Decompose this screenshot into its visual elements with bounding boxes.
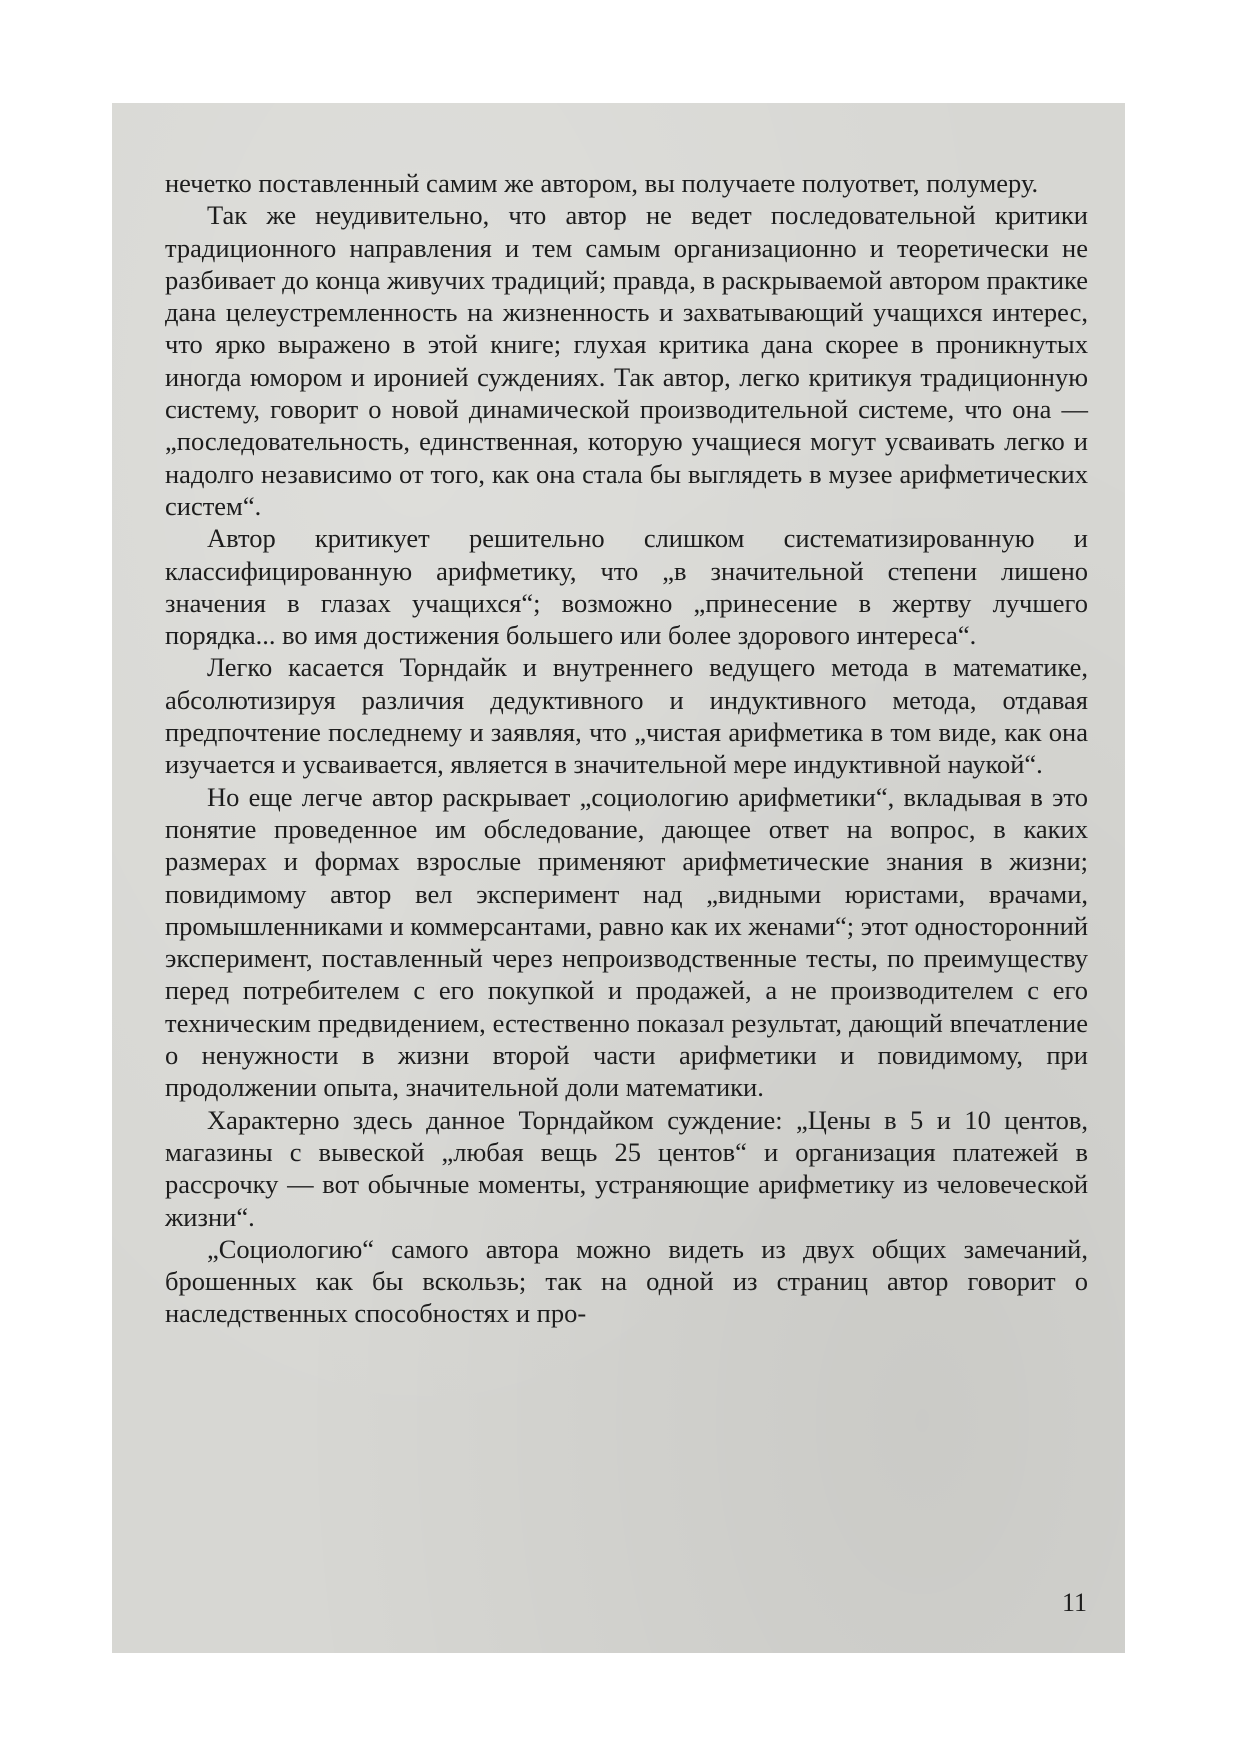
paragraph-1: нечетко поставленный самим же автором, вы получаете полуответ, полумеру. — [165, 168, 1039, 198]
paragraph-2: Так же неудивительно, что автор не ведет последовательной критики традиционного направления и тем самым организационно и теоретически не разбивает до конца живучих традиций; правда, в раскрываемой автором практике дана целеустремленность на жизненность и захватывающий учащихся интерес, что ярко выражено в этой книге; глухая критика дана скорее в проникнутых иногда юмором и иронией суждениях. Так автор, легко критикуя традиционную систему, говорит о новой динамической производительной системе, что она — „последовательность, единственная, которую учащиеся могут усваивать легко и надолго независимо от того, как она стала бы выглядеть в музее арифметических систем“. — [165, 200, 1088, 521]
paragraph-6: Характерно здесь данное Торндайком суждение: „Цены в 5 и 10 центов, магазины с вывеской „любая вещь 25 центов“ и организация платежей в рассрочку — вот обычные моменты, устраняющие арифметику из человеческой жизни“. — [165, 1104, 1088, 1232]
paragraph-7: „Социологию“ самого автора можно видеть из двух общих замечаний, брошенных как бы вскользь; так на одной из страниц автор говорит о наследственных способностях и про- — [165, 1233, 1088, 1329]
paragraph-4: Легко касается Торндайк и внутреннего ведущего метода в математике, абсолютизируя различия дедуктивного и индуктивного метода, отдавая предпочтение последнему и заявляя, что „чистая арифметика в том виде, как она изучается и усваивается, является в значительной мере индуктивной наукой“. — [165, 652, 1088, 780]
scanned-page — [112, 103, 1125, 1653]
paragraph-3: Автор критикует решительно слишком систематизированную и классифицированную арифметику, что „в значительной степени лишено значения в глазах учащихся“; возможно „принесение в жертву лучшего порядка... во имя достижения большего или более здорового интереса“. — [165, 523, 1088, 651]
page-number: 11 — [1061, 1588, 1087, 1617]
body-text — [165, 167, 1088, 1330]
paragraph-5: Но еще легче автор раскрывает „социологию арифметики“, вкладывая в это понятие проведенное им обследование, дающее ответ на вопрос, в каких размерах и формах взрослые применяют арифметические знания в жизни; повидимому автор вел эксперимент над „видными юристами, врачами, промышленниками и коммерсантами, равно как их женами“; этот односторонний эксперимент, поставленный через непроизводственные тесты, по преимуществу перед потребителем с его покупкой и продажей, а не производителем с его техническим предвидением, естественно показал результат, дающий впечатление о ненужности в жизни второй части арифметики и повидимому, при продолжении опыта, значительной доли математики. — [165, 781, 1089, 1103]
